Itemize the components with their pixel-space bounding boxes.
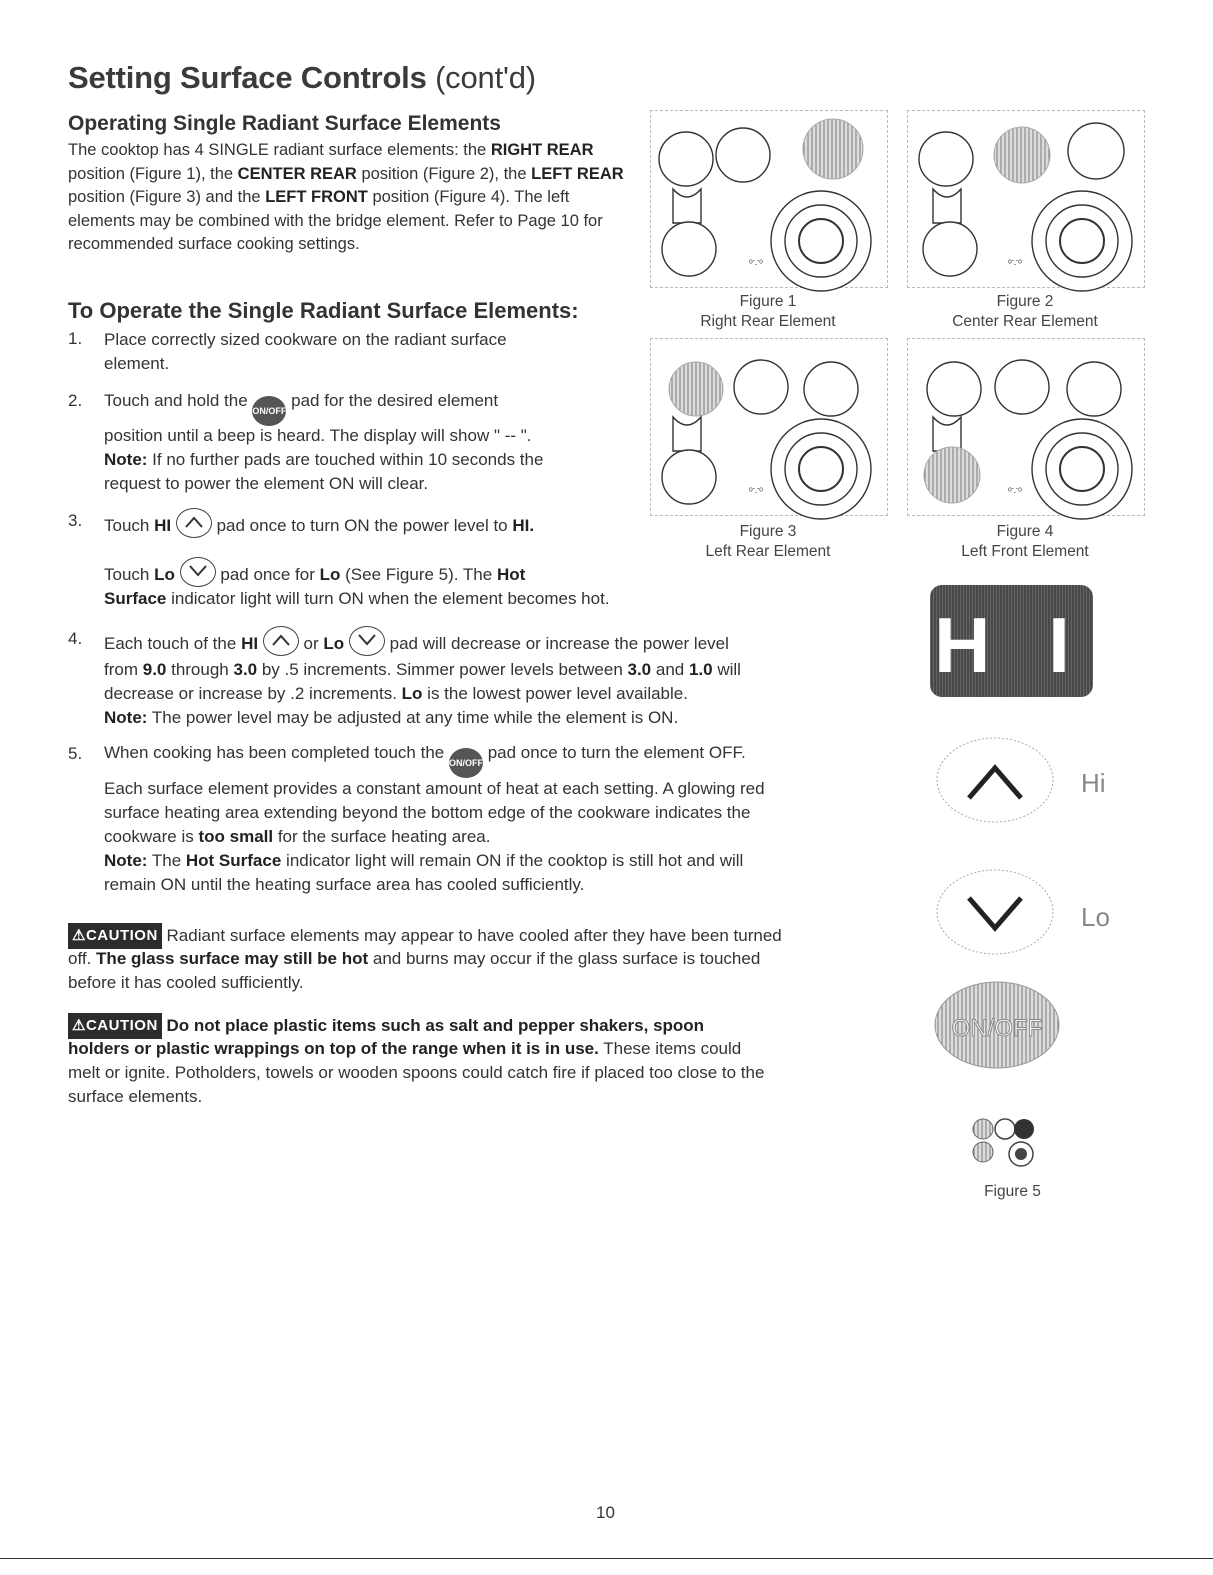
step-5-line2: Each surface element provides a constant amount of heat at each setting. A glowing red <box>104 779 765 798</box>
intro-paragraph <box>68 139 638 257</box>
step-3-line1: Touch HI pad once to turn ON the power level to HI. <box>104 508 534 538</box>
step-2-line4: request to power the element ON will clear. <box>104 474 429 493</box>
element-right-rear <box>1067 362 1121 416</box>
lo-pad-icon <box>937 870 1053 954</box>
bridge-element <box>673 417 701 451</box>
intro-segment: position (Figure 2), the <box>356 164 532 183</box>
svg-text:ᵒ∵ᵒ: ᵒ∵ᵒ <box>1008 486 1022 497</box>
step-5-line3: surface heating area extending beyond the bottom edge of the cookware indicates the <box>104 803 751 822</box>
caution-1-line3: before it has cooled sufficiently. <box>68 973 304 992</box>
step-1-number: 1. <box>68 329 83 348</box>
element-right-rear <box>1068 123 1124 179</box>
caution-1-line2: off. The glass surface may still be hot and burns may occur if the glass surface is touched <box>68 949 761 968</box>
bridge-element <box>933 189 961 223</box>
intro-segment: The cooktop has 4 SINGLE radiant surface elements: the <box>68 141 491 159</box>
figure-2-cooktop-diagram <box>907 110 1145 288</box>
step-5-line6: remain ON until the heating surface area has cooled sufficiently. <box>104 875 585 894</box>
svg-text:ᵒ∵ᵒ: ᵒ∵ᵒ <box>749 258 763 269</box>
element-center-rear <box>995 360 1049 414</box>
step-4-line3: decrease or increase by .2 increments. Lo is the lowest power level available. <box>104 684 688 703</box>
step-2-line2: position until a beep is heard. The display will show " -- ". <box>104 426 532 445</box>
element-right-rear <box>804 362 858 416</box>
figure-5-caption: Figure 5 <box>984 1183 1041 1200</box>
caution-badge: ⚠CAUTION <box>68 1013 162 1039</box>
svg-text:ᵒ∵ᵒ: ᵒ∵ᵒ <box>1008 258 1022 269</box>
step-4-note: Note: The power level may be adjusted at any time while the element is ON. <box>104 708 679 727</box>
figure-3-caption: Figure 3 Left Rear Element <box>705 523 831 560</box>
section-heading-operating: Operating Single Radiant Surface Elements <box>68 112 501 135</box>
section-heading-to-operate: To Operate the Single Radiant Surface Elements: <box>68 298 579 323</box>
step-5-note: Note: The Hot Surface indicator light will remain ON if the cooktop is still hot and will <box>104 851 744 870</box>
figure-2-caption: Figure 2 Center Rear Element <box>952 293 1098 330</box>
figure-4-cooktop-diagram <box>907 338 1145 516</box>
step-3-line3: Surface indicator light will turn ON when the element becomes hot. <box>104 589 610 608</box>
page-title: Setting Surface Controls (cont'd) <box>68 60 536 95</box>
element-right-front-dual <box>1032 419 1132 519</box>
step-5-line1: When cooking has been completed touch the ON/OFF pad once to turn the element OFF. <box>104 741 746 778</box>
up-arrow-icon <box>176 508 212 538</box>
caution-2-line1: ⚠CAUTION Do not place plastic items such as salt and pepper shakers, spoon <box>68 1013 898 1039</box>
page-number: 10 <box>596 1503 615 1522</box>
intro-segment: LEFT FRONT <box>265 188 368 206</box>
on-off-label: ON/OFF <box>951 1015 1043 1042</box>
element-center-rear <box>734 360 788 414</box>
figure-1-caption: Figure 1 Right Rear Element <box>700 293 836 330</box>
element-center-rear-active <box>994 127 1050 183</box>
on-off-pad-icon: ON/OFF <box>252 396 286 426</box>
hi-pad-icon <box>937 738 1053 822</box>
svg-text:ᵒ∵ᵒ: ᵒ∵ᵒ <box>749 486 763 497</box>
intro-segment: RIGHT REAR <box>490 141 594 159</box>
figure-5-controls <box>925 580 1110 1180</box>
element-right-front-dual <box>771 419 871 519</box>
intro-segment: position (Figure 1), the <box>68 164 238 183</box>
caution-2-line3: melt or ignite. Potholders, towels or wooden spoons could catch fire if placed too close to the <box>68 1063 765 1082</box>
step-2-number: 2. <box>68 391 83 410</box>
caution-1-line1: ⚠CAUTION Radiant surface elements may appear to have cooled after they have been turned <box>68 923 898 949</box>
bridge-element <box>933 417 961 451</box>
element-indicator-icon <box>973 1119 1034 1166</box>
element-left-front <box>662 450 716 504</box>
up-arrow-icon <box>263 626 299 656</box>
step-5-line4: cookware is too small for the surface heating area. <box>104 827 491 846</box>
step-5-number: 5. <box>68 744 83 763</box>
figure-4-caption: Figure 4 Left Front Element <box>961 523 1089 560</box>
lo-label: Lo <box>1081 902 1110 932</box>
element-right-front-dual <box>771 191 871 291</box>
element-left-front <box>923 222 977 276</box>
intro-segment: LEFT REAR <box>531 164 624 183</box>
element-left-front-active <box>924 447 980 503</box>
step-2-note: Note: If no further pads are touched within 10 seconds the <box>104 450 544 469</box>
on-off-pad-icon: ON/OFF <box>449 748 483 778</box>
step-4-number: 4. <box>68 629 83 648</box>
element-left-rear <box>919 132 973 186</box>
intro-segment: position (Figure 4). The left elements may be combined with the bridge element. Refer to Page 10 for recommended surface cooking settings. <box>68 188 603 253</box>
caution-2-line2: holders or plastic wrappings on top of the range when it is in use. These items could <box>68 1039 742 1058</box>
element-left-rear <box>659 132 713 186</box>
intro-segment: CENTER REAR <box>237 164 357 183</box>
step-4-line1: Each touch of the HI or Lo pad will decrease or increase the power level <box>104 626 729 656</box>
step-1-line2: element. <box>104 354 170 373</box>
step-4-line2: from 9.0 through 3.0 by .5 increments. Simmer power levels between 3.0 and 1.0 will <box>104 660 741 679</box>
element-left-rear <box>927 362 981 416</box>
intro-segment: position (Figure 3) and the <box>68 188 266 206</box>
element-left-front <box>662 222 716 276</box>
bridge-element <box>673 189 701 223</box>
figure-1-cooktop-diagram <box>650 110 888 288</box>
figure-3-cooktop-diagram <box>650 338 888 516</box>
element-right-rear-active <box>803 119 863 179</box>
caution-2-line4: surface elements. <box>68 1087 203 1106</box>
element-left-rear-active <box>669 362 723 416</box>
step-1-line1: Place correctly sized cookware on the radiant surface <box>104 330 507 349</box>
display-text: H I <box>934 601 1088 689</box>
step-3-number: 3. <box>68 511 83 530</box>
step-2-line1: Touch and hold the ON/OFF pad for the desired element <box>104 389 498 426</box>
down-arrow-icon <box>349 626 385 656</box>
down-arrow-icon <box>180 557 216 587</box>
element-center-rear <box>716 128 770 182</box>
step-3-line2: Touch Lo pad once for Lo (See Figure 5). The Hot <box>104 557 525 587</box>
caution-badge: ⚠CAUTION <box>68 923 162 949</box>
bottom-rule <box>0 1558 1213 1559</box>
hi-label: Hi <box>1081 768 1106 798</box>
element-right-front-dual <box>1032 191 1132 291</box>
